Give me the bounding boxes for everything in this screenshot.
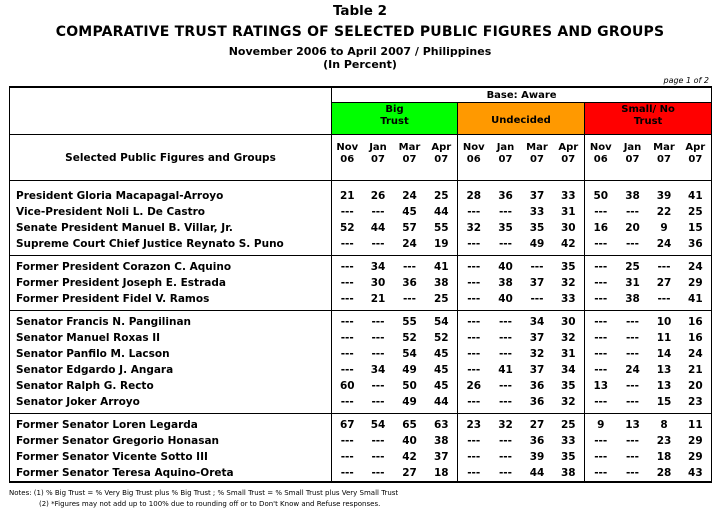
rating-cell: ---: [332, 465, 363, 482]
rating-cell: 49: [402, 364, 417, 376]
figure-name: Senator Joker Arroyo: [10, 394, 332, 414]
rating-cell: 28: [649, 465, 680, 482]
rating-cell: ---: [625, 206, 640, 218]
rating-cell: 34: [553, 362, 585, 378]
month-header: [649, 135, 680, 181]
figure-name: Vice-President Noli L. De Castro: [10, 204, 332, 220]
rating-cell: 24: [656, 238, 672, 250]
month-year: 07: [371, 154, 385, 165]
rating-cell: 38: [426, 275, 458, 291]
rating-cell: ---: [498, 435, 513, 447]
month-year: 06: [340, 154, 355, 165]
figure-name: President Gloria Macapagal-Arroyo: [10, 181, 332, 205]
rating-cell: 29: [680, 275, 712, 291]
group-big-line2: Trust: [380, 116, 409, 127]
group-small-line2: Trust: [633, 116, 663, 127]
rating-cell: 33: [553, 433, 585, 449]
rating-cell: 35: [553, 449, 585, 465]
rating-cell: 65: [394, 414, 426, 434]
rating-cell: 49: [529, 238, 545, 250]
rating-cell: ---: [340, 396, 354, 408]
rating-cell: ---: [585, 311, 617, 331]
table-row: [10, 378, 712, 394]
rating-cell: ---: [594, 451, 608, 463]
rating-cell: 38: [553, 465, 585, 482]
rating-cell: ---: [458, 256, 490, 276]
month-header: [458, 135, 490, 181]
rating-cell: 55: [426, 220, 458, 236]
rating-cell: 63: [426, 414, 458, 434]
rating-cell: 13: [617, 414, 649, 434]
rating-cell: ---: [363, 311, 394, 331]
table-row: [10, 414, 712, 434]
rating-cell: 24: [680, 256, 712, 276]
figure-name: Former Senator Gregorio Honasan: [10, 433, 332, 449]
rating-cell: ---: [371, 435, 385, 447]
month-name: Jan: [369, 142, 387, 153]
rating-cell: ---: [490, 311, 522, 331]
month-header: [553, 135, 585, 181]
rating-cell: 40: [402, 435, 417, 447]
rating-cell: 37: [426, 449, 458, 465]
rating-cell: ---: [394, 256, 426, 276]
rating-cell: 33: [553, 181, 585, 205]
rating-cell: 15: [656, 396, 672, 408]
figure-name: Former Senator Vicente Sotto III: [10, 449, 332, 465]
rating-cell: ---: [340, 332, 354, 344]
table-row: [10, 449, 712, 465]
rating-cell: ---: [498, 206, 513, 218]
rating-cell: ---: [617, 311, 649, 331]
rating-cell: 32: [553, 330, 585, 346]
rating-cell: ---: [585, 465, 617, 482]
month-year: 06: [593, 154, 608, 165]
rating-cell: 13: [656, 380, 672, 392]
table-corner-cell: [10, 87, 332, 135]
rating-cell: 13: [593, 380, 609, 392]
rating-cell: 54: [363, 414, 394, 434]
table-period: November 2006 to April 2007 / Philippines: [228, 45, 492, 58]
rating-cell: 44: [426, 394, 458, 414]
month-header: [522, 135, 553, 181]
rating-cell: ---: [467, 332, 481, 344]
rating-cell: 24: [402, 190, 417, 202]
rating-cell: 40: [498, 293, 513, 305]
table-row: [10, 394, 712, 414]
table-row: [10, 362, 712, 378]
rating-cell: ---: [371, 332, 385, 344]
rating-cell: 13: [656, 364, 672, 376]
group-small-line1: Small/ No: [621, 104, 675, 115]
rating-cell: 11: [656, 332, 672, 344]
month-name: Jan: [496, 142, 515, 153]
rating-cell: 60: [339, 380, 355, 392]
rating-cell: ---: [467, 206, 481, 218]
rating-cell: 52: [339, 222, 355, 234]
rating-cell: ---: [625, 396, 640, 408]
rating-cell: 34: [363, 256, 394, 276]
figure-name: Former Senator Teresa Aquino-Oreta: [10, 465, 332, 482]
rating-cell: 52: [402, 332, 417, 344]
rating-cell: 30: [553, 311, 585, 331]
rating-cell: 24: [680, 346, 712, 362]
rating-cell: ---: [498, 380, 513, 392]
rating-cell: 42: [553, 236, 585, 256]
rating-cell: 37: [529, 277, 545, 289]
rating-cell: 32: [490, 414, 522, 434]
rating-cell: 34: [522, 311, 553, 331]
rating-cell: ---: [585, 256, 617, 276]
rating-cell: 37: [529, 364, 545, 376]
rating-cell: 38: [625, 293, 640, 305]
rating-cell: ---: [594, 332, 608, 344]
month-year: 06: [466, 154, 481, 165]
page-indicator: page 1 of 2: [663, 76, 709, 85]
rating-cell: 15: [680, 220, 712, 236]
rating-cell: 32: [553, 394, 585, 414]
rating-cell: ---: [625, 332, 640, 344]
rating-cell: 35: [553, 256, 585, 276]
rating-cell: 34: [370, 364, 386, 376]
rating-cell: 21: [680, 362, 712, 378]
note-1: Notes: (1) % Big Trust = % Very Big Trust plus % Big Trust ; % Small Trust = % Small Trust plus Very Small Trust: [9, 489, 399, 497]
rating-cell: ---: [467, 435, 481, 447]
rating-cell: 10: [649, 311, 680, 331]
figure-name: Former President Joseph E. Estrada: [10, 275, 332, 291]
table-row: [10, 256, 712, 276]
figure-name: Senator Francis N. Pangilinan: [10, 311, 332, 331]
month-header: [363, 135, 394, 181]
rating-cell: ---: [332, 311, 363, 331]
month-year: 07: [434, 154, 449, 165]
rating-cell: 55: [394, 311, 426, 331]
rating-cell: 26: [370, 190, 386, 202]
rating-cell: ---: [594, 364, 608, 376]
rating-cell: 40: [490, 256, 522, 276]
rating-cell: 21: [339, 190, 355, 202]
month-name: Apr: [558, 142, 579, 153]
month-name: Mar: [526, 142, 548, 153]
rating-cell: 21: [370, 293, 386, 305]
rating-cell: 8: [649, 414, 680, 434]
rating-cell: 32: [529, 348, 545, 360]
table-row: [10, 465, 712, 482]
month-year: 07: [402, 154, 417, 165]
rating-cell: ---: [467, 293, 481, 305]
rating-cell: ---: [498, 332, 513, 344]
rating-cell: 36: [529, 435, 545, 447]
month-name: Nov: [336, 142, 359, 153]
rating-cell: ---: [340, 348, 354, 360]
rating-cell: 36: [498, 190, 513, 202]
note-2: (2) *Figures may not add up to 100% due to rounding off or to Don't Know and Refuse responses.: [39, 500, 381, 508]
group-header-small-trust: [585, 103, 712, 135]
group-undecided-label: Undecided: [491, 115, 551, 126]
rating-cell: 50: [593, 190, 609, 202]
rating-cell: 14: [656, 348, 672, 360]
rating-cell: 24: [402, 238, 417, 250]
rating-cell: 23: [458, 414, 490, 434]
rating-cell: 20: [680, 378, 712, 394]
figure-name: Senator Edgardo J. Angara: [10, 362, 332, 378]
rating-cell: 35: [529, 222, 545, 234]
rating-cell: 32: [466, 222, 482, 234]
month-header: [490, 135, 522, 181]
rating-cell: ---: [371, 380, 385, 392]
month-name: Mar: [398, 142, 421, 153]
rating-cell: 36: [680, 236, 712, 256]
rating-cell: 27: [656, 277, 672, 289]
rating-cell: 38: [498, 277, 513, 289]
rating-cell: ---: [340, 451, 354, 463]
month-year: 07: [561, 154, 576, 165]
rating-cell: ---: [625, 435, 640, 447]
month-name: Apr: [431, 142, 452, 153]
rating-cell: 38: [625, 190, 640, 202]
rating-cell: ---: [340, 293, 354, 305]
rating-cell: 31: [625, 277, 640, 289]
rating-cell: ---: [458, 311, 490, 331]
month-name: Nov: [589, 142, 612, 153]
rating-cell: 9: [585, 414, 617, 434]
rating-cell: 57: [402, 222, 417, 234]
rating-cell: ---: [594, 293, 608, 305]
rating-cell: ---: [467, 364, 481, 376]
rating-cell: ---: [657, 293, 671, 305]
rating-cell: 28: [466, 190, 482, 202]
rating-cell: ---: [625, 348, 640, 360]
figure-name: Senator Panfilo M. Lacson: [10, 346, 332, 362]
rating-cell: 37: [529, 332, 545, 344]
month-name: Apr: [685, 142, 706, 153]
rating-cell: ---: [467, 348, 481, 360]
rating-cell: 9: [660, 222, 668, 234]
rating-cell: 38: [426, 433, 458, 449]
table-row: [10, 311, 712, 331]
table-row: [10, 346, 712, 362]
rating-cell: ---: [371, 396, 385, 408]
month-header: [394, 135, 426, 181]
rating-cell: ---: [340, 435, 354, 447]
table-label: Table 2: [332, 3, 388, 19]
rating-cell: ---: [371, 206, 385, 218]
month-header: [332, 135, 363, 181]
month-year: 07: [688, 154, 703, 165]
rating-cell: 54: [402, 348, 417, 360]
table-row: [10, 433, 712, 449]
rating-cell: 20: [625, 222, 640, 234]
rating-cell: ---: [522, 256, 553, 276]
rating-cell: 42: [402, 451, 417, 463]
rating-cell: 18: [656, 451, 672, 463]
rating-cell: 19: [426, 236, 458, 256]
rating-cell: 36: [529, 396, 545, 408]
rating-cell: 45: [426, 362, 458, 378]
rating-cell: 45: [402, 206, 417, 218]
rating-cell: 31: [553, 204, 585, 220]
rating-cell: 25: [617, 256, 649, 276]
table-row: [10, 291, 712, 311]
table-row: [10, 330, 712, 346]
table-row: [10, 204, 712, 220]
rating-cell: ---: [498, 348, 513, 360]
rating-cell: 45: [426, 346, 458, 362]
rating-cell: ---: [498, 238, 513, 250]
rating-cell: 29: [680, 433, 712, 449]
rating-cell: 36: [529, 380, 545, 392]
rating-cell: ---: [649, 256, 680, 276]
rating-cell: ---: [371, 238, 385, 250]
table-notes: [9, 488, 398, 510]
rating-cell: 32: [553, 275, 585, 291]
rating-cell: 22: [656, 206, 672, 218]
figure-name: Supreme Court Chief Justice Reynato S. Puno: [10, 236, 332, 256]
month-header: [585, 135, 617, 181]
rating-cell: 30: [370, 277, 386, 289]
rating-cell: 67: [332, 414, 363, 434]
table-row: [10, 220, 712, 236]
rating-cell: 39: [656, 190, 672, 202]
rating-cell: ---: [594, 277, 608, 289]
rating-cell: ---: [594, 206, 608, 218]
rating-cell: ---: [340, 277, 354, 289]
table-unit: (In Percent): [323, 58, 397, 71]
rating-cell: 16: [593, 222, 609, 234]
rating-cell: ---: [498, 451, 513, 463]
rating-cell: 44: [426, 204, 458, 220]
table-row: [10, 275, 712, 291]
rating-cell: ---: [594, 435, 608, 447]
rating-cell: ---: [340, 206, 354, 218]
rating-cell: 24: [625, 364, 640, 376]
rating-cell: 50: [402, 380, 417, 392]
rating-cell: ---: [625, 238, 640, 250]
rating-cell: 25: [553, 414, 585, 434]
rating-cell: 41: [680, 181, 712, 205]
rating-cell: ---: [402, 293, 417, 305]
rating-cell: 16: [680, 330, 712, 346]
trust-ratings-table: [9, 86, 712, 483]
rating-cell: 45: [426, 378, 458, 394]
month-name: Nov: [462, 142, 485, 153]
figure-name: Senator Manuel Roxas II: [10, 330, 332, 346]
rating-cell: 41: [498, 364, 513, 376]
rating-cell: 25: [426, 181, 458, 205]
month-header: [617, 135, 649, 181]
month-year: 07: [625, 154, 640, 165]
rating-cell: ---: [371, 451, 385, 463]
table-title: COMPARATIVE TRUST RATINGS OF SELECTED PUBLIC FIGURES AND GROUPS: [55, 24, 665, 40]
table-row: [10, 236, 712, 256]
month-name: Jan: [623, 142, 642, 153]
rating-cell: 41: [680, 291, 712, 311]
rating-cell: 37: [529, 190, 545, 202]
rating-cell: 26: [466, 380, 482, 392]
rating-cell: 30: [553, 220, 585, 236]
rating-cell: ---: [332, 256, 363, 276]
rating-cell: ---: [490, 465, 522, 482]
figure-name: Former President Fidel V. Ramos: [10, 291, 332, 311]
rating-cell: ---: [371, 348, 385, 360]
rating-cell: 44: [370, 222, 386, 234]
rating-cell: 39: [529, 451, 545, 463]
rating-cell: 44: [522, 465, 553, 482]
rating-cell: ---: [467, 238, 481, 250]
rating-cell: 35: [498, 222, 513, 234]
row-header-label: Selected Public Figures and Groups: [10, 135, 332, 181]
month-name: Mar: [653, 142, 675, 153]
month-year: 07: [657, 154, 671, 165]
rating-cell: ---: [467, 451, 481, 463]
group-big-line1: Big: [385, 104, 404, 115]
rating-cell: ---: [498, 396, 513, 408]
month-header: [426, 135, 458, 181]
month-header: [680, 135, 712, 181]
rating-cell: 52: [426, 330, 458, 346]
rating-cell: 54: [426, 311, 458, 331]
rating-cell: ---: [625, 451, 640, 463]
rating-cell: 36: [402, 277, 417, 289]
rating-cell: ---: [363, 465, 394, 482]
rating-cell: ---: [594, 396, 608, 408]
rating-cell: 25: [680, 204, 712, 220]
rating-cell: ---: [530, 293, 544, 305]
rating-cell: ---: [467, 396, 481, 408]
base-label: Base: Aware: [332, 87, 712, 103]
rating-cell: 49: [402, 396, 417, 408]
figure-name: Senator Ralph G. Recto: [10, 378, 332, 394]
rating-cell: 25: [426, 291, 458, 311]
rating-cell: 33: [553, 291, 585, 311]
rating-cell: 23: [680, 394, 712, 414]
rating-cell: 27: [522, 414, 553, 434]
month-year: 07: [530, 154, 544, 165]
rating-cell: 31: [553, 346, 585, 362]
rating-cell: 18: [426, 465, 458, 482]
rating-cell: 16: [680, 311, 712, 331]
table-row: [10, 181, 712, 205]
month-year: 07: [498, 154, 513, 165]
rating-cell: 35: [553, 378, 585, 394]
rating-cell: 43: [680, 465, 712, 482]
rating-cell: 27: [394, 465, 426, 482]
figure-name: Former President Corazon C. Aquino: [10, 256, 332, 276]
rating-cell: 33: [529, 206, 545, 218]
rating-cell: ---: [625, 380, 640, 392]
rating-cell: 23: [656, 435, 672, 447]
rating-cell: ---: [340, 364, 354, 376]
group-header-undecided: [458, 103, 585, 135]
rating-cell: ---: [458, 465, 490, 482]
rating-cell: 11: [680, 414, 712, 434]
group-header-big-trust: [332, 103, 458, 135]
rating-cell: ---: [594, 348, 608, 360]
rating-cell: 29: [680, 449, 712, 465]
rating-cell: ---: [340, 238, 354, 250]
figure-name: Senate President Manuel B. Villar, Jr.: [10, 220, 332, 236]
rating-cell: ---: [467, 277, 481, 289]
figure-name: Former Senator Loren Legarda: [10, 414, 332, 434]
rating-cell: ---: [594, 238, 608, 250]
rating-cell: ---: [617, 465, 649, 482]
rating-cell: 41: [426, 256, 458, 276]
